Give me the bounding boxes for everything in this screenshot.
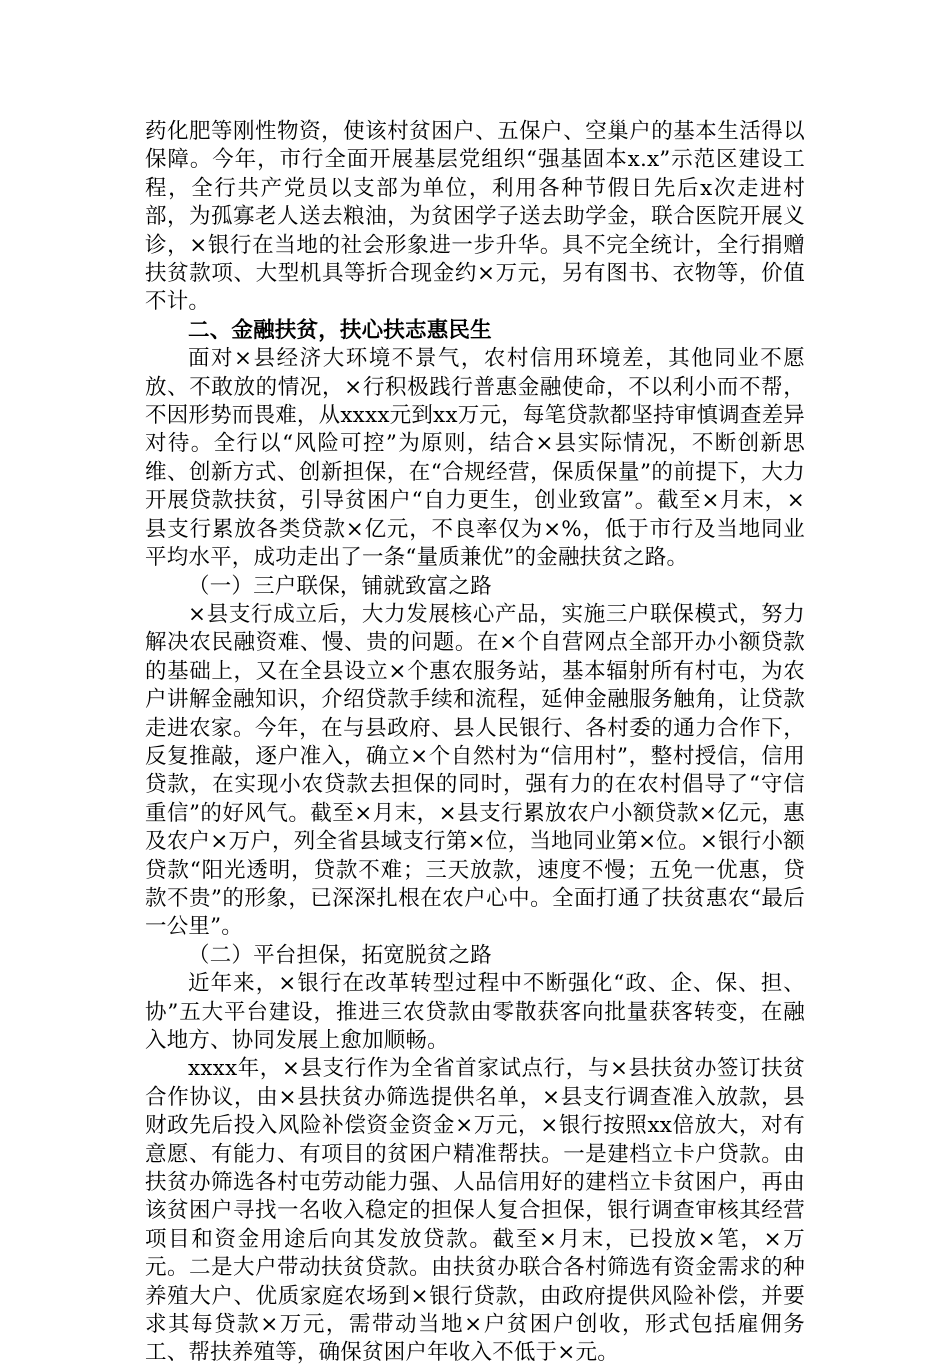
paragraph-intro-continued: 药化肥等刚性物资，使该村贫困户、五保户、空巢户的基本生活得以保障。今年，市行全面开展基层党组织“强基固本x.x”示范区建设工程，全行共产党员以支部为单位，利用各种节假日先后x次走进村部，为孤寡老人送去粮油，为贫困学子送去助学金，联合医院开展义诊，×银行在当地的社会形象进一步升华。具不完全统计，全行捐赠扶贫款项、大型机具等折合现金约×万元，另有图书、衣物等，价值不计。 [145,119,805,315]
paragraph-pilot-program: xxxx年，×县支行作为全省首家试点行，与×县扶贫办签订扶贫合作协议，由×县扶贫办筛选提供名单，×县支行调查准入放款，县财政先后投入风险补偿资金资金×万元，×银行按照xx倍放大，对有意愿、有能力、有项目的贫困户精准帮扶。一是建档立卡户贷款。由扶贫办筛选各村屯劳动能力强、人品信用好的建档立卡贫困户，再由该贫困户寻找一名收入稳定的担保人复合担保，银行调查审核其经营项目和资金用途后向其发放贷款。截至×月末，已投放×笔，×万元。二是大户带动扶贫贷款。由扶贫办联合各村筛选有资金需求的种养殖大户、优质家庭农场到×银行贷款，由政府提供风险补偿，并要求其每贷款×万元，需带动当地×户贫困户创收，形式包括雇佣务工、帮扶养殖等，确保贫困户年收入不低于×元。 [145,1056,805,1366]
subheading-platform-guarantee: （二）平台担保，拓宽脱贫之路 [188,942,492,968]
section-heading-financial-poverty-alleviation: 二、金融扶贫，扶心扶志惠民生 [188,317,492,343]
paragraph-financial-overview: 面对×县经济大环境不景气，农村信用环境差，其他同业不愿放、不敢放的情况，×行积极践行普惠金融使命，不以利小而不帮，不因形势而畏难，从xxxx元到xx万元，每笔贷款都坚持审慎调查差异对待。全行以“风险可控”为原则，结合×县实际情况，不断创新思维、创新方式、创新担保，在“合规经营，保质保量”的前提下，大力开展贷款扶贫，引导贫困户“自力更生，创业致富”。截至×月末，×县支行累放各类贷款×亿元，不良率仅为×%，低于市行及当地同业平均水平，成功走出了一条“量质兼优”的金融扶贫之路。 [145,346,805,571]
document-page [145,118,805,1368]
paragraph-joint-guarantee: ×县支行成立后，大力发展核心产品，实施三户联保模式，努力解决农民融资难、慢、贵的问题。在×个自营网点全部开办小额贷款的基础上，又在全县设立×个惠农服务站，基本辐射所有村屯，为农户讲解金融知识，介绍贷款手续和流程，延伸金融服务触角，让贷款走进农家。今年，在与县政府、县人民银行、各村委的通力合作下，反复推敲，逐户准入，确立×个自然村为“信用村”，整村授信，信用贷款，在实现小农贷款去担保的同时，强有力的在农村倡导了“守信重信”的好风气。截至×月末，×县支行累放农户小额贷款×亿元，惠及农户×万户，列全省县域支行第×位，当地同业第×位。×银行小额贷款“阳光透明，贷款不难；三天放款，速度不慢；五免一优惠，贷款不贵”的形象，已深深扎根在农户心中。全面打通了扶贫惠农“最后一公里”。 [145,601,805,940]
subheading-joint-guarantee: （一）三户联保，铺就致富之路 [188,573,492,599]
paragraph-platform-intro: 近年来，×银行在改革转型过程中不断强化“政、企、保、担、协”五大平台建设，推进三农贷款由零散获客向批量获客转变，在融入地方、协同发展上愈加顺畅。 [145,971,805,1053]
